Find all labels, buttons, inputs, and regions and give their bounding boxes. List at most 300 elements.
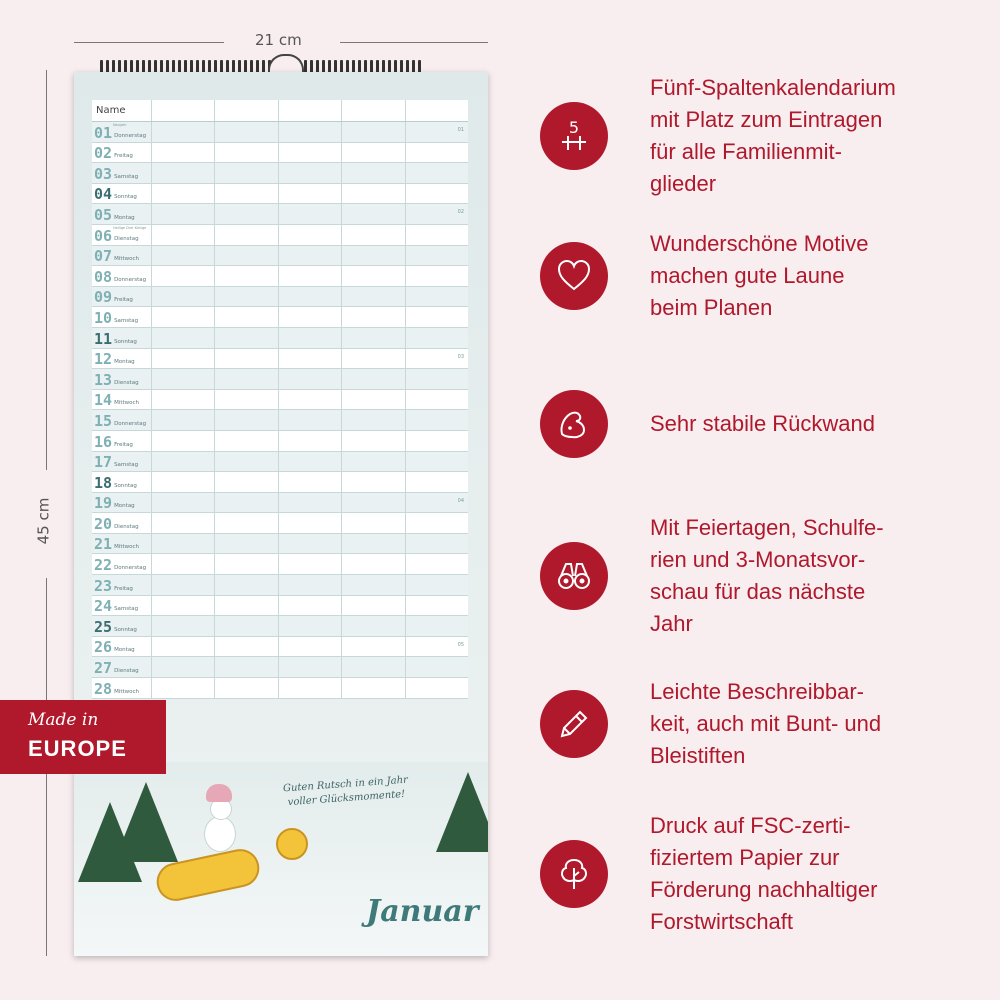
wall-calendar bbox=[74, 72, 488, 956]
entry-cell[interactable] bbox=[215, 266, 278, 286]
pink-hat bbox=[206, 784, 232, 802]
greeting-text bbox=[265, 772, 427, 811]
entry-cell[interactable] bbox=[342, 328, 405, 348]
entry-cell[interactable] bbox=[215, 369, 278, 389]
day-row bbox=[92, 472, 468, 493]
entry-cell[interactable] bbox=[215, 163, 278, 183]
feature-line: fiziertem Papier zur bbox=[650, 845, 840, 870]
entry-cell[interactable] bbox=[279, 328, 342, 348]
entry-cell[interactable] bbox=[279, 431, 342, 451]
entry-cell[interactable] bbox=[406, 554, 468, 574]
entry-cell[interactable] bbox=[342, 349, 405, 369]
entry-cell[interactable] bbox=[215, 513, 278, 533]
entry-cell[interactable] bbox=[152, 472, 215, 492]
entry-cell[interactable] bbox=[215, 637, 278, 657]
feature-line: Jahr bbox=[650, 611, 693, 636]
entry-cell[interactable] bbox=[406, 143, 468, 163]
day-number: 14 bbox=[94, 391, 113, 410]
feature-text bbox=[650, 408, 875, 440]
feature-line: Mit Feiertagen, Schulfe- bbox=[650, 515, 884, 540]
day-cell bbox=[92, 616, 152, 636]
day-cell bbox=[92, 246, 152, 266]
entry-cell[interactable] bbox=[215, 575, 278, 595]
greeting-line: Guten Rutsch in ein Jahr bbox=[282, 774, 409, 795]
day-number: 24 bbox=[94, 597, 113, 616]
entry-cell[interactable] bbox=[152, 616, 215, 636]
entry-cell[interactable] bbox=[342, 287, 405, 307]
day-cell bbox=[92, 328, 152, 348]
day-number: 07 bbox=[94, 247, 113, 266]
day-number: 17 bbox=[94, 453, 113, 472]
tree-icon bbox=[540, 840, 608, 908]
entry-cell[interactable] bbox=[279, 184, 342, 204]
day-row bbox=[92, 431, 468, 452]
day-row bbox=[92, 184, 468, 205]
entry-cell[interactable] bbox=[406, 616, 468, 636]
entry-cell[interactable] bbox=[152, 163, 215, 183]
entry-cell[interactable] bbox=[279, 225, 342, 245]
entry-cell[interactable] bbox=[406, 452, 468, 472]
entry-cell[interactable] bbox=[342, 184, 405, 204]
entry-cell[interactable] bbox=[342, 163, 405, 183]
entry-cell[interactable] bbox=[279, 349, 342, 369]
feature-text bbox=[650, 676, 881, 772]
entry-cell[interactable] bbox=[406, 431, 468, 451]
width-dimension-line bbox=[340, 42, 488, 43]
day-number: 20 bbox=[94, 514, 113, 533]
day-row bbox=[92, 534, 468, 555]
weekday-label: Freitag bbox=[114, 297, 133, 304]
entry-cell[interactable] bbox=[406, 225, 468, 245]
feature-text bbox=[650, 228, 869, 324]
entry-cell[interactable] bbox=[215, 554, 278, 574]
feature-holidays bbox=[540, 512, 980, 640]
day-cell bbox=[92, 225, 152, 245]
day-number: 22 bbox=[94, 556, 113, 575]
entry-cell[interactable] bbox=[342, 554, 405, 574]
entry-cell[interactable] bbox=[152, 554, 215, 574]
entry-cell[interactable] bbox=[406, 472, 468, 492]
five-columns-icon bbox=[540, 102, 608, 170]
day-row bbox=[92, 513, 468, 534]
entry-cell[interactable] bbox=[152, 369, 215, 389]
feature-five-columns bbox=[540, 72, 980, 200]
day-number: 03 bbox=[94, 164, 113, 183]
feature-line: keit, auch mit Bunt- und bbox=[650, 711, 882, 736]
entry-cell[interactable] bbox=[279, 307, 342, 327]
entry-cell[interactable] bbox=[152, 266, 215, 286]
day-row bbox=[92, 143, 468, 164]
day-row bbox=[92, 349, 468, 370]
weekday-label: Mittwoch bbox=[114, 688, 140, 695]
entry-cell[interactable] bbox=[342, 513, 405, 533]
day-cell bbox=[92, 122, 152, 142]
entry-cell[interactable] bbox=[342, 575, 405, 595]
snowman-body bbox=[204, 816, 236, 852]
day-cell bbox=[92, 657, 152, 677]
feature-line: schau für das nächste bbox=[650, 579, 866, 604]
entry-cell[interactable] bbox=[406, 122, 468, 142]
entry-cell[interactable] bbox=[406, 678, 468, 698]
entry-cell[interactable] bbox=[279, 637, 342, 657]
day-cell bbox=[92, 143, 152, 163]
entry-cell[interactable] bbox=[279, 266, 342, 286]
entry-cell[interactable] bbox=[279, 204, 342, 224]
entry-cell[interactable] bbox=[152, 390, 215, 410]
entry-cell[interactable] bbox=[342, 657, 405, 677]
feature-line: Fünf-Spaltenkalendarium bbox=[650, 75, 896, 100]
entry-cell[interactable] bbox=[406, 349, 468, 369]
entry-cell[interactable] bbox=[215, 307, 278, 327]
entry-cell[interactable] bbox=[152, 246, 215, 266]
weekday-label: Freitag bbox=[114, 441, 133, 448]
entry-cell[interactable] bbox=[152, 678, 215, 698]
entry-cell[interactable] bbox=[342, 204, 405, 224]
entry-cell[interactable] bbox=[215, 390, 278, 410]
entry-cell[interactable] bbox=[152, 307, 215, 327]
day-number: 27 bbox=[94, 659, 113, 678]
entry-cell[interactable] bbox=[215, 122, 278, 142]
entry-cell[interactable] bbox=[152, 184, 215, 204]
entry-cell[interactable] bbox=[342, 596, 405, 616]
entry-cell[interactable] bbox=[152, 452, 215, 472]
hanger-hook bbox=[268, 54, 304, 74]
entry-cell[interactable] bbox=[279, 246, 342, 266]
entry-cell[interactable] bbox=[279, 390, 342, 410]
entry-cell[interactable] bbox=[406, 390, 468, 410]
entry-cell[interactable] bbox=[406, 410, 468, 430]
entry-cell[interactable] bbox=[342, 493, 405, 513]
entry-cell[interactable] bbox=[215, 410, 278, 430]
entry-cell[interactable] bbox=[279, 452, 342, 472]
day-number: 04 bbox=[94, 185, 113, 204]
entry-cell[interactable] bbox=[279, 493, 342, 513]
entry-cell[interactable] bbox=[215, 246, 278, 266]
name-column[interactable] bbox=[215, 100, 278, 121]
weekday-label: Sonntag bbox=[114, 194, 137, 201]
entry-cell[interactable] bbox=[406, 163, 468, 183]
entry-cell[interactable] bbox=[215, 452, 278, 472]
day-row bbox=[92, 204, 468, 225]
day-number: 21 bbox=[94, 535, 113, 554]
entry-cell[interactable] bbox=[215, 534, 278, 554]
entry-cell[interactable] bbox=[279, 534, 342, 554]
entry-cell[interactable] bbox=[342, 390, 405, 410]
weekday-label: Sonntag bbox=[114, 482, 137, 489]
day-row bbox=[92, 307, 468, 328]
entry-cell[interactable] bbox=[342, 143, 405, 163]
day-cell bbox=[92, 390, 152, 410]
weekday-label: Mittwoch bbox=[114, 400, 140, 407]
entry-cell[interactable] bbox=[279, 513, 342, 533]
height-dimension-line bbox=[46, 70, 47, 470]
day-cell bbox=[92, 452, 152, 472]
muscle-arm-icon bbox=[540, 390, 608, 458]
calendar-grid bbox=[92, 100, 468, 699]
winter-illustration bbox=[74, 762, 488, 956]
name-column[interactable] bbox=[406, 100, 468, 121]
entry-cell[interactable] bbox=[279, 163, 342, 183]
feature-writable bbox=[540, 676, 980, 772]
day-number: 16 bbox=[94, 432, 113, 451]
entry-cell[interactable] bbox=[342, 410, 405, 430]
day-number: 10 bbox=[94, 308, 113, 327]
made-in-europe-badge bbox=[0, 700, 166, 774]
day-row bbox=[92, 410, 468, 431]
weekday-label: Samstag bbox=[114, 173, 139, 180]
weekday-label: Montag bbox=[114, 359, 135, 366]
entry-cell[interactable] bbox=[342, 431, 405, 451]
weekday-label: Mittwoch bbox=[114, 256, 140, 263]
heart-icon bbox=[540, 242, 608, 310]
entry-cell[interactable] bbox=[215, 328, 278, 348]
entry-cell[interactable] bbox=[406, 307, 468, 327]
entry-cell[interactable] bbox=[152, 534, 215, 554]
day-cell bbox=[92, 513, 152, 533]
entry-cell[interactable] bbox=[152, 410, 215, 430]
weekday-label: Dienstag bbox=[114, 523, 139, 530]
binoculars-icon bbox=[540, 542, 608, 610]
entry-cell[interactable] bbox=[406, 246, 468, 266]
entry-cell[interactable] bbox=[152, 328, 215, 348]
day-number: 06 bbox=[94, 226, 113, 245]
entry-cell[interactable] bbox=[406, 328, 468, 348]
entry-cell[interactable] bbox=[342, 616, 405, 636]
day-cell bbox=[92, 184, 152, 204]
entry-cell[interactable] bbox=[406, 657, 468, 677]
week-number: 05 bbox=[457, 641, 465, 648]
greeting-line: voller Glücksmomente! bbox=[287, 788, 406, 809]
badge-line-1: Made in bbox=[28, 710, 99, 730]
day-row bbox=[92, 163, 468, 184]
entry-cell[interactable] bbox=[215, 472, 278, 492]
entry-cell[interactable] bbox=[279, 287, 342, 307]
entry-cell[interactable] bbox=[342, 678, 405, 698]
weekday-label: Dienstag bbox=[114, 379, 139, 386]
weekday-label: Montag bbox=[114, 647, 135, 654]
entry-cell[interactable] bbox=[406, 266, 468, 286]
entry-cell[interactable] bbox=[215, 143, 278, 163]
day-number: 05 bbox=[94, 205, 113, 224]
day-cell bbox=[92, 204, 152, 224]
day-cell bbox=[92, 287, 152, 307]
entry-cell[interactable] bbox=[342, 452, 405, 472]
entry-cell[interactable] bbox=[406, 534, 468, 554]
entry-cell[interactable] bbox=[279, 143, 342, 163]
entry-cell[interactable] bbox=[215, 596, 278, 616]
entry-cell[interactable] bbox=[152, 122, 215, 142]
entry-cell[interactable] bbox=[342, 307, 405, 327]
entry-cell[interactable] bbox=[152, 513, 215, 533]
entry-cell[interactable] bbox=[406, 637, 468, 657]
week-number: 02 bbox=[457, 209, 465, 216]
pine-tree bbox=[436, 772, 488, 852]
weekday-label: Samstag bbox=[114, 462, 139, 469]
entry-cell[interactable] bbox=[406, 184, 468, 204]
entry-cell[interactable] bbox=[279, 616, 342, 636]
day-number: 08 bbox=[94, 267, 113, 286]
entry-cell[interactable] bbox=[215, 493, 278, 513]
entry-cell[interactable] bbox=[215, 657, 278, 677]
week-number: 04 bbox=[457, 497, 465, 504]
entry-cell[interactable] bbox=[152, 204, 215, 224]
holiday-label: Heilige Drei Könige bbox=[113, 225, 147, 230]
entry-cell[interactable] bbox=[342, 369, 405, 389]
day-row bbox=[92, 657, 468, 678]
height-label: 45 cm bbox=[34, 497, 53, 545]
day-row bbox=[92, 287, 468, 308]
day-row bbox=[92, 369, 468, 390]
entry-cell[interactable] bbox=[342, 534, 405, 554]
feature-line: mit Platz zum Eintragen bbox=[650, 107, 883, 132]
entry-cell[interactable] bbox=[406, 287, 468, 307]
entry-cell[interactable] bbox=[215, 204, 278, 224]
entry-cell[interactable] bbox=[342, 472, 405, 492]
day-number: 19 bbox=[94, 494, 113, 513]
entry-cell[interactable] bbox=[406, 575, 468, 595]
month-title: Januar bbox=[366, 894, 479, 929]
feature-line: rien und 3-Monatsvor- bbox=[650, 547, 866, 572]
feature-line: für alle Familienmit- bbox=[650, 139, 842, 164]
name-column[interactable] bbox=[152, 100, 215, 121]
day-number: 13 bbox=[94, 370, 113, 389]
day-cell bbox=[92, 431, 152, 451]
day-cell bbox=[92, 410, 152, 430]
width-dimension-line bbox=[74, 42, 224, 43]
week-number: 03 bbox=[457, 353, 465, 360]
entry-cell[interactable] bbox=[152, 637, 215, 657]
entry-cell[interactable] bbox=[279, 678, 342, 698]
weekday-label: Freitag bbox=[114, 585, 133, 592]
week-number: 01 bbox=[457, 127, 465, 133]
entry-cell[interactable] bbox=[152, 143, 215, 163]
feature-sturdy-backing bbox=[540, 390, 980, 458]
weekday-label: Sonntag bbox=[114, 338, 137, 345]
entry-cell[interactable] bbox=[279, 122, 342, 142]
entry-cell[interactable] bbox=[152, 287, 215, 307]
day-cell bbox=[92, 596, 152, 616]
feature-fsc-paper bbox=[540, 810, 980, 938]
entry-cell[interactable] bbox=[342, 122, 405, 142]
duck-head bbox=[276, 828, 308, 860]
entry-cell[interactable] bbox=[152, 575, 215, 595]
entry-cell[interactable] bbox=[279, 575, 342, 595]
entry-cell[interactable] bbox=[406, 204, 468, 224]
weekday-label: Montag bbox=[114, 503, 135, 510]
entry-cell[interactable] bbox=[152, 349, 215, 369]
day-row bbox=[92, 390, 468, 411]
weekday-label: Freitag bbox=[114, 153, 133, 160]
feature-text bbox=[650, 810, 877, 938]
day-row bbox=[92, 493, 468, 514]
holiday-label: Neujahr bbox=[113, 123, 127, 127]
entry-cell[interactable] bbox=[279, 410, 342, 430]
entry-cell[interactable] bbox=[406, 369, 468, 389]
entry-cell[interactable] bbox=[215, 678, 278, 698]
weekday-label: Donnerstag bbox=[114, 276, 147, 283]
day-cell bbox=[92, 369, 152, 389]
feature-line: Forstwirtschaft bbox=[650, 909, 794, 934]
entry-cell[interactable] bbox=[279, 596, 342, 616]
entry-cell[interactable] bbox=[342, 246, 405, 266]
entry-cell[interactable] bbox=[215, 184, 278, 204]
grid-header-row bbox=[92, 100, 468, 122]
day-row bbox=[92, 225, 468, 246]
entry-cell[interactable] bbox=[215, 616, 278, 636]
day-number: 15 bbox=[94, 411, 113, 430]
day-number: 11 bbox=[94, 329, 113, 348]
weekday-label: Mittwoch bbox=[114, 544, 140, 551]
entry-cell[interactable] bbox=[279, 472, 342, 492]
feature-text bbox=[650, 512, 884, 640]
day-number: 12 bbox=[94, 350, 113, 369]
day-cell bbox=[92, 307, 152, 327]
entry-cell[interactable] bbox=[406, 493, 468, 513]
weekday-label: Samstag bbox=[114, 606, 139, 613]
entry-cell[interactable] bbox=[152, 657, 215, 677]
weekday-label: Donnerstag bbox=[114, 132, 147, 139]
day-row bbox=[92, 596, 468, 617]
feature-line: Wunderschöne Motive bbox=[650, 231, 869, 256]
day-row bbox=[92, 678, 468, 699]
svg-text:5: 5 bbox=[568, 118, 580, 137]
day-row bbox=[92, 452, 468, 473]
entry-cell[interactable] bbox=[279, 554, 342, 574]
entry-cell[interactable] bbox=[279, 657, 342, 677]
day-row bbox=[92, 554, 468, 575]
day-cell bbox=[92, 575, 152, 595]
feature-text bbox=[650, 72, 896, 200]
entry-cell[interactable] bbox=[152, 431, 215, 451]
feature-line: machen gute Laune bbox=[650, 263, 845, 288]
day-number: 28 bbox=[94, 679, 113, 698]
name-column[interactable] bbox=[342, 100, 405, 121]
day-row bbox=[92, 122, 468, 143]
day-row bbox=[92, 266, 468, 287]
entry-cell[interactable] bbox=[279, 369, 342, 389]
day-cell bbox=[92, 493, 152, 513]
entry-cell[interactable] bbox=[215, 287, 278, 307]
day-cell bbox=[92, 472, 152, 492]
entry-cell[interactable] bbox=[342, 266, 405, 286]
feature-line: Bleistiften bbox=[650, 743, 746, 768]
weekday-label: Donnerstag bbox=[114, 565, 147, 572]
day-cell bbox=[92, 554, 152, 574]
day-row bbox=[92, 637, 468, 658]
entry-cell[interactable] bbox=[152, 493, 215, 513]
day-row bbox=[92, 575, 468, 596]
entry-cell[interactable] bbox=[342, 637, 405, 657]
pine-tree bbox=[114, 782, 178, 862]
entry-cell[interactable] bbox=[215, 349, 278, 369]
entry-cell[interactable] bbox=[406, 513, 468, 533]
pencil-icon bbox=[540, 690, 608, 758]
entry-cell[interactable] bbox=[406, 596, 468, 616]
feature-line: Druck auf FSC-zerti- bbox=[650, 813, 851, 838]
entry-cell[interactable] bbox=[152, 225, 215, 245]
day-number: 26 bbox=[94, 638, 113, 657]
entry-cell[interactable] bbox=[215, 225, 278, 245]
weekday-label: Dienstag bbox=[114, 668, 139, 675]
entry-cell[interactable] bbox=[342, 225, 405, 245]
day-cell bbox=[92, 266, 152, 286]
entry-cell[interactable] bbox=[152, 596, 215, 616]
name-column[interactable] bbox=[279, 100, 342, 121]
day-number: 25 bbox=[94, 617, 113, 636]
entry-cell[interactable] bbox=[215, 431, 278, 451]
day-cell bbox=[92, 534, 152, 554]
day-number: 02 bbox=[94, 144, 113, 163]
